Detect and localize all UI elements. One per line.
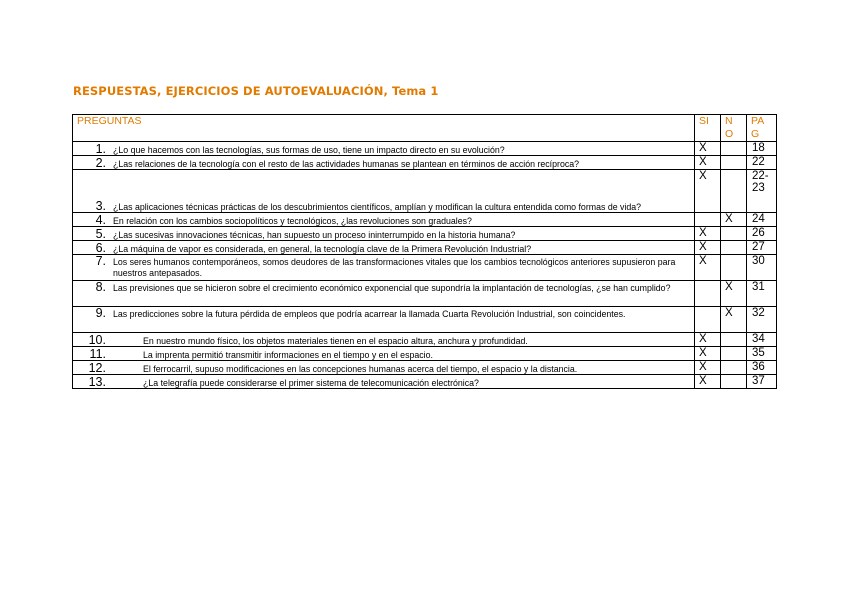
table-row — [73, 375, 777, 389]
si-cell — [695, 170, 721, 213]
header-preguntas — [73, 115, 695, 142]
no-cell — [721, 142, 747, 156]
table-row — [73, 213, 777, 227]
table-row — [73, 142, 777, 156]
question-number: 9. — [95, 306, 106, 320]
question-cell — [73, 281, 695, 307]
header-no-label: N O — [725, 115, 734, 140]
pag-cell — [747, 307, 777, 333]
pag-cell — [747, 361, 777, 375]
no-cell — [721, 333, 747, 347]
question-number: 4. — [95, 213, 106, 227]
pag-cell — [747, 156, 777, 170]
no-cell — [721, 156, 747, 170]
no-cell — [721, 307, 747, 333]
table-row — [73, 281, 777, 307]
question-number: 7. — [95, 254, 106, 268]
question-number: 2. — [95, 156, 106, 170]
si-cell — [695, 375, 721, 389]
question-text: El ferrocarril, supuso modificaciones en las concepciones humanas acerca del tiempo, el espacio y la distancia. — [143, 363, 578, 374]
question-text: En nuestro mundo físico, los objetos materiales tienen en el espacio altura, anchura y profundidad. — [143, 335, 528, 346]
si-cell-value: X — [699, 170, 707, 182]
si-cell — [695, 281, 721, 307]
table-row — [73, 307, 777, 333]
pag-cell-value: 22-23 — [752, 170, 769, 194]
header-pag — [747, 115, 777, 142]
pag-cell-value: 18 — [752, 142, 765, 154]
question-cell — [73, 375, 695, 389]
si-cell-value: X — [699, 361, 707, 373]
no-cell-value: X — [725, 307, 733, 319]
si-cell-value: X — [699, 156, 707, 168]
si-cell — [695, 142, 721, 156]
pag-cell — [747, 170, 777, 213]
pag-cell-value: 30 — [752, 255, 765, 267]
header-pag-label: PA G — [751, 115, 764, 140]
question-cell — [73, 142, 695, 156]
question-text: ¿La máquina de vapor es considerada, en general, la tecnología clave de la Primera Revolución Industrial? — [113, 243, 532, 254]
no-cell — [721, 347, 747, 361]
pag-cell — [747, 213, 777, 227]
question-number: 3. — [95, 199, 106, 213]
no-cell — [721, 227, 747, 241]
pag-cell-value: 27 — [752, 241, 765, 253]
pag-cell-value: 31 — [752, 281, 765, 293]
no-cell — [721, 375, 747, 389]
pag-cell — [747, 333, 777, 347]
pag-cell — [747, 255, 777, 281]
question-text: ¿Las sucesivas innovaciones técnicas, han supuesto un proceso ininterrumpido en la historia humana? — [113, 229, 516, 240]
question-number: 11. — [89, 347, 106, 361]
table-header-row — [73, 115, 777, 142]
si-cell-value: X — [699, 347, 707, 359]
table-row — [73, 347, 777, 361]
si-cell — [695, 255, 721, 281]
si-cell-value: X — [699, 142, 707, 154]
si-cell — [695, 227, 721, 241]
si-cell-value: X — [699, 227, 707, 239]
no-cell — [721, 281, 747, 307]
si-cell-value: X — [699, 255, 707, 267]
question-number: 1. — [95, 142, 106, 156]
question-number: 5. — [95, 227, 106, 241]
question-cell — [73, 170, 695, 213]
si-cell — [695, 347, 721, 361]
si-cell — [695, 333, 721, 347]
question-cell — [73, 241, 695, 255]
no-cell — [721, 170, 747, 213]
question-cell — [73, 255, 695, 281]
no-cell-value: X — [725, 281, 733, 293]
table-row — [73, 361, 777, 375]
table-row — [73, 241, 777, 255]
si-cell-value: X — [699, 333, 707, 345]
question-cell — [73, 156, 695, 170]
table-row — [73, 227, 777, 241]
no-cell — [721, 255, 747, 281]
si-cell — [695, 213, 721, 227]
question-number: 12. — [88, 361, 106, 375]
question-text: La imprenta permitió transmitir informaciones en el tiempo y en el espacio. — [143, 349, 433, 360]
question-cell — [73, 333, 695, 347]
pag-cell-value: 35 — [752, 347, 765, 359]
table-row — [73, 333, 777, 347]
answers-table — [72, 114, 777, 389]
pag-cell — [747, 347, 777, 361]
no-cell — [721, 241, 747, 255]
pag-cell — [747, 227, 777, 241]
pag-cell-value: 26 — [752, 227, 765, 239]
table-row — [73, 156, 777, 170]
si-cell — [695, 241, 721, 255]
question-text: ¿Las aplicaciones técnicas prácticas de los descubrimientos científicos, amplían y modifican la cultura entendida como formas de vida? — [113, 201, 642, 212]
question-number: 13. — [88, 375, 106, 389]
question-cell — [73, 361, 695, 375]
pag-cell — [747, 241, 777, 255]
pag-cell-value: 34 — [752, 333, 765, 345]
header-preguntas-label: PREGUNTAS — [77, 115, 142, 127]
pag-cell — [747, 142, 777, 156]
question-cell — [73, 307, 695, 333]
question-number: 10. — [88, 333, 106, 347]
no-cell — [721, 213, 747, 227]
si-cell — [695, 156, 721, 170]
pag-cell-value: 22 — [752, 156, 765, 168]
pag-cell — [747, 281, 777, 307]
header-si-label: SI — [699, 115, 709, 127]
question-text: ¿La telegrafía puede considerarse el primer sistema de telecomunicación electrónica? — [143, 377, 479, 388]
question-cell — [73, 213, 695, 227]
si-cell-value: X — [699, 241, 707, 253]
si-cell — [695, 307, 721, 333]
question-text: En relación con los cambios sociopolíticos y tecnológicos, ¿las revoluciones son graduales? — [113, 215, 472, 226]
table-row — [73, 170, 777, 213]
si-cell-value: X — [699, 375, 707, 387]
pag-cell-value: 36 — [752, 361, 765, 373]
table-row — [73, 255, 777, 281]
question-cell — [73, 347, 695, 361]
question-text: ¿Lo que hacemos con las tecnologías, sus formas de uso, tiene un impacto directo en su evolución? — [113, 144, 505, 155]
question-text: Las previsiones que se hicieron sobre el crecimiento económico exponencial que supondría la implantación de tecnologías, ¿se han cumplido? — [113, 283, 671, 293]
header-no — [721, 115, 747, 142]
header-si — [695, 115, 721, 142]
pag-cell-value: 32 — [752, 307, 765, 319]
question-number: 6. — [95, 241, 106, 255]
question-number: 8. — [95, 280, 106, 294]
document-title: RESPUESTAS, EJERCICIOS DE AUTOEVALUACIÓN, Tema 1 — [73, 84, 439, 98]
si-cell — [695, 361, 721, 375]
question-cell — [73, 227, 695, 241]
pag-cell-value: 37 — [752, 375, 765, 387]
no-cell — [721, 361, 747, 375]
no-cell-value: X — [725, 213, 733, 225]
question-text: ¿Las relaciones de la tecnología con el resto de las actividades humanas se plantean en términos de acción recíproca? — [113, 158, 580, 169]
question-text: Las predicciones sobre la futura pérdida de empleos que podría acarrear la llamada Cuarta Revolución Industrial, son coincidentes. — [113, 309, 626, 319]
pag-cell-value: 24 — [752, 213, 765, 225]
pag-cell — [747, 375, 777, 389]
question-text: Los seres humanos contemporáneos, somos deudores de las transformaciones vitales que los cambios tecnológicos anteriores supusieron para nuestros antepasados. — [113, 257, 676, 278]
